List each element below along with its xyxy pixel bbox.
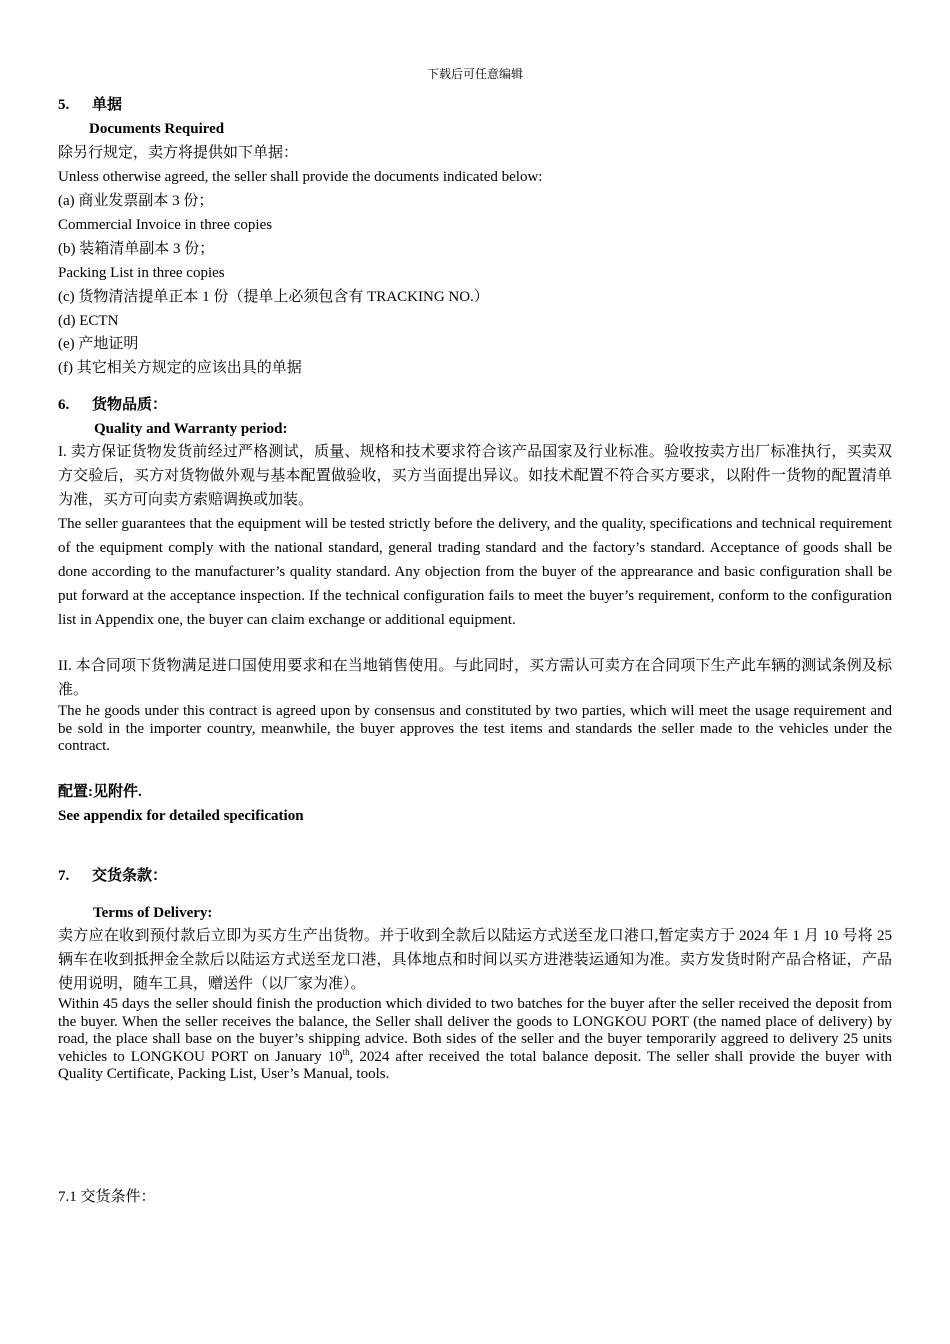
section-6-heading — [58, 395, 167, 415]
quality-paragraph-1-en: The seller guarantees that the equipment will be tested strictly before the delivery, and the quality, specifications and technical requirement of the equipment comply with the national standard, general trading standard and the factory’s standard. Acceptance of goods shall be done according to the manufacturer’s quality standard. Any objection from the buyer of the apprearance and basic configuration shall be put forward at the acceptance inspection. If the technical configuration fails to meet the buyer’s requirement, conform to the configuration list in Appendix one, the buyer can claim exchange or additional equipment. — [58, 516, 892, 628]
documents-item: (d) ECTN — [58, 313, 119, 329]
delivery-paragraph-en-part-1: Within 45 days the seller should finish the production which divided to two batches for the buyer after the seller received the deposit from the buyer. When the seller receives the balance, the Seller shall deliver the goods to LONGKOU PORT (the named place of delivery) by road, the place shall base on the buyer’s shipping advice. Both sides of the seller and the buyer temporarily aggreed to delivery 25 units vehicles to LONGKOU PORT on January 10 — [58, 996, 892, 1065]
section-5-number: 5. — [58, 97, 70, 113]
ordinal-suffix: th — [342, 1046, 350, 1057]
delivery-paragraph-cn: 卖方应在收到预付款后立即为买方生产出货物。并于收到全款后以陆运方式送至龙口港口,暂定卖方于 2024 年 1 月 10 号将 25 辆车在收到抵押金全款后以陆运方式送至龙口港，具体地点和时间以买方进港装运通知为准。卖方发货时附产品合格证，产品使用说明，随车工具，赠送件（以厂家为准）。 — [58, 928, 892, 992]
documents-intro-cn: 除另行规定，卖方将提供如下单据： — [58, 145, 299, 161]
documents-item: Commercial Invoice in three copies — [58, 217, 273, 233]
section-7-title-en: Terms of Delivery: — [93, 905, 213, 921]
documents-item: Packing List in three copies — [58, 265, 225, 281]
section-6-title-cn: 货物品质： — [92, 397, 168, 413]
quality-paragraph-1-cn: I. 卖方保证货物发货前经过严格测试，质量、规格和技术要求符合该产品国家及行业标准。验收按卖方出厂标准执行，买卖双方交验后，买方对货物做外观与基本配置做验收，买方当面提出异议。如技术配置不符合买方要求，以附件一货物的配置清单为准，买方可向卖方索赔调换或加装。 — [58, 444, 892, 508]
quality-paragraph-2-cn: II. 本合同项下货物满足进口国使用要求和在当地销售使用。与此同时，买方需认可卖方在合同项下生产此车辆的测试条例及标准。 — [58, 658, 892, 698]
documents-item: (b) 装箱清单副本 3 份； — [58, 241, 215, 257]
section-7-heading — [58, 866, 167, 886]
section-5-title-cn: 单据 — [92, 97, 123, 113]
subsection-7-1-title: 7.1 交货条件： — [58, 1189, 156, 1205]
documents-item: (c) 货物清洁提单正本 1 份（提单上必须包含有 TRACKING NO.） — [58, 289, 489, 305]
header-note: 下载后可任意编辑 — [426, 67, 523, 81]
section-6-title-en: Quality and Warranty period: — [94, 421, 288, 437]
configuration-note-cn: 配置:见附件. — [58, 784, 142, 800]
section-7-number: 7. — [58, 868, 70, 884]
documents-item: (a) 商业发票副本 3 份； — [58, 193, 214, 209]
delivery-paragraph-en — [58, 996, 892, 1084]
documents-intro-en: Unless otherwise agreed, the seller shall provide the documents indicated below: — [58, 169, 543, 185]
configuration-note-en: See appendix for detailed specification — [58, 808, 304, 824]
documents-item: (e) 产地证明 — [58, 336, 139, 352]
delivery-paragraph-en-part-2: , 2024 after received the total balance deposit. The seller shall provide the buyer with Quality Certificate, Packing List, User’s Manual, tools. — [58, 1048, 892, 1082]
section-6-number: 6. — [58, 397, 70, 413]
documents-item: (f) 其它相关方规定的应该出具的单据 — [58, 360, 302, 376]
quality-paragraph-2-en: The he goods under this contract is agreed upon by consensus and constituted by two parties, which will meet the usage requirement and be sold in the importer country, meanwhile, the buyer approves the test items and standards the seller made to the vehicles under the contract. — [58, 703, 892, 754]
section-7-title-cn: 交货条款： — [92, 868, 168, 884]
section-5-heading — [58, 95, 122, 115]
section-5-title-en: Documents Required — [89, 121, 225, 137]
